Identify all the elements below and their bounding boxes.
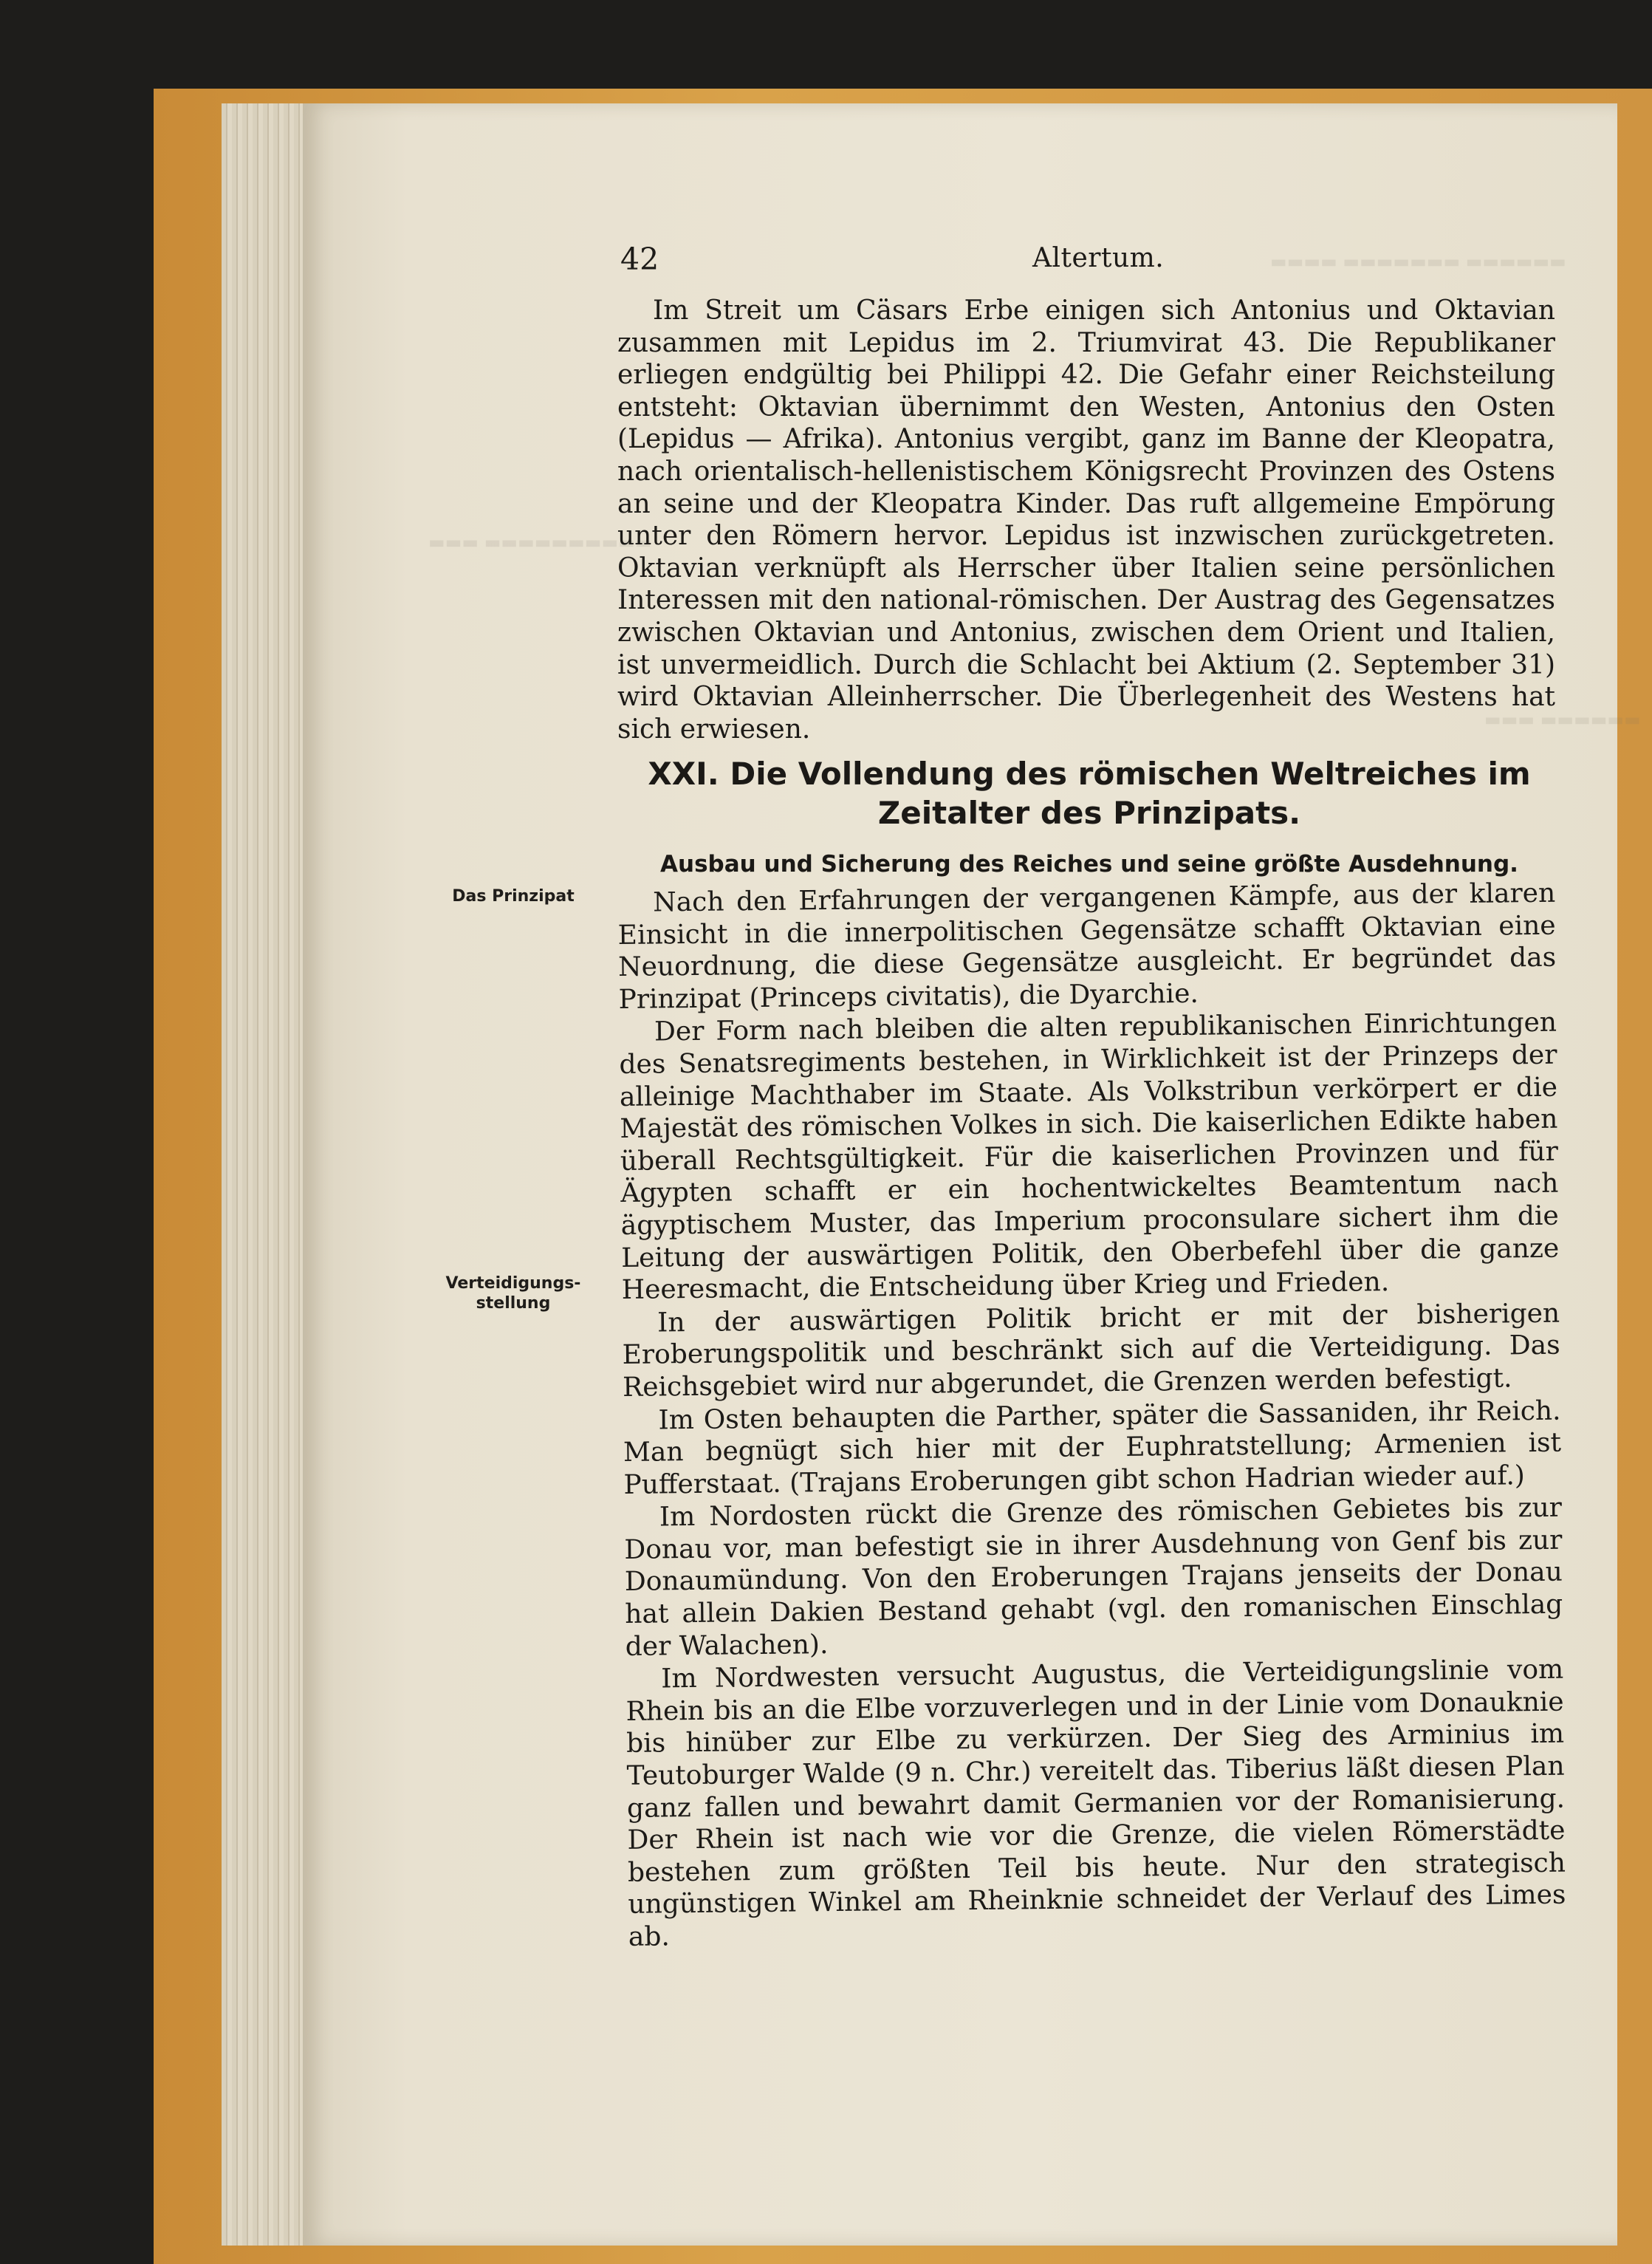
margin-note-verteidigung: Verteidigungs-stellung bbox=[445, 1274, 581, 1313]
body-paragraph: In der auswärtigen Politik bricht er mit der bisherigen Eroberungspolitik und beschränkt sich auf die Verteidigung. Das Reichsgebiet wird nur abgerundet, die Grenzen werden befestigt. bbox=[622, 1298, 1560, 1403]
running-head: Altertum. bbox=[1032, 243, 1165, 273]
body-paragraph: Nach den Erfahrungen der vergangenen Kämpfe, aus der klaren Einsicht in die innerpolitischen Gegensätze schafft Oktavian eine Neuordnung, die diese Gegensätze ausgleicht. Er begründet das Prinzipat (Princeps civitatis), die Dyarchie. bbox=[617, 878, 1557, 1015]
section-title: XXI. Die Vollendung des römischen Weltreiches im Zeitalter des Prinzipats. bbox=[648, 756, 1531, 831]
body-paragraph: Der Form nach bleiben die alten republikanischen Einrichtungen des Senatsregiments bestehen, in Wirklichkeit ist der Prinzeps der alleinige Machthaber im Staate. Als Volkstribun verkörpert er die Majestät des römischen Volkes in sich. Die kaiserlichen Edikte haben überall Rechtsgültigkeit. Für die kaiserlichen Provinzen und für Ägypten schafft er ein hochentwickeltes Beamtentum nach ägyptischem Muster, das Imperium proconsulare sichert ihm die Leitung der auswärtigen Politik, den Oberbefehl über die ganze Heeresmacht, die Entscheidung über Krieg und Frieden. bbox=[619, 1008, 1560, 1306]
margin-note-prinzipat: Das Prinzipat bbox=[452, 887, 575, 906]
intro-paragraph: Im Streit um Cäsars Erbe einigen sich Antonius und Oktavian zusammen mit Lepidus im 2. Triumvirat 43. Die Republikaner erliegen endgültig bei Philippi 42. Die Gefahr einer Reichsteilung entsteht: Oktavian übernimmt den Westen, Antonius den Osten (Lepidus — Afrika). Antonius vergibt, ganz im Banne der Kleopatra, nach orientalisch-hellenistischem Königsrecht Provinzen des Ostens an seine und der Kleopatra Kinder. Das ruft allgemeine Empörung unter den Römern hervor. Lepidus ist inzwischen zurückgetreten. Oktavian verknüpft als Herrscher über Italien seine persönlichen Interessen mit den national-römischen. Der Austrag des Gegensatzes zwischen Oktavian und Antonius, zwischen dem Orient und Italien, ist unvermeidlich. Durch die Schlacht bei Aktium (2. September 31) wird Oktavian Alleinherrscher. Die Überlegenheit des Westens hat sich erwiesen. bbox=[617, 295, 1555, 745]
body-paragraph: Im Nordwesten versucht Augustus, die Verteidigungslinie vom Rhein bis an die Elbe vorzuverlegen und in der Linie vom Donauknie bis hinüber zur Elbe zu verkürzen. Der Sieg des Arminius im Teutoburger Walde (9 n. Chr.) vereitelt das. Tiberius läßt diesen Plan ganz fallen und bewahrt damit Germanien vor der Romanisierung. Der Rhein ist nach wie vor die Grenze, die vielen Römerstädte bestehen zum größten Teil bis heute. Nur den strategisch ungünstigen Winkel am Rheinknie schneidet der Verlauf des Limes ab. bbox=[626, 1654, 1566, 1952]
body-paragraph: Im Osten behaupten die Parther, später die Sassaniden, ihr Reich. Man begnügt sich hier mit der Euphratstellung; Armenien ist Pufferstaat. (Trajans Eroberungen gibt schon Hadrian wieder auf.) bbox=[623, 1395, 1562, 1500]
body-paragraph: Im Nordosten rückt die Grenze des römischen Gebietes bis zur Donau vor, man befestigt sie in ihrer Ausdehnung von Genf bis zur Donaumündung. Von den Eroberungen Trajans jenseits der Donau hat allein Dakien Bestand gehabt (vgl. den romanischen Einschlag der Walachen). bbox=[624, 1492, 1563, 1662]
section-subtitle: Ausbau und Sicherung des Reiches und seine größte Ausdehnung. bbox=[660, 851, 1518, 878]
page-edges bbox=[222, 103, 311, 2246]
show-through-text: ▬▬▬▬▬▬ ▬▬▬▬▬▬▬ ▬▬▬▬ bbox=[1270, 251, 1566, 272]
body-text bbox=[617, 878, 1566, 1954]
page-number: 42 bbox=[620, 242, 659, 277]
show-through-text: ▬▬▬▬▬▬ ▬▬▬ bbox=[1484, 709, 1641, 730]
show-through-text: ▬▬▬▬▬▬▬▬▬▬ ▬▬▬ bbox=[428, 532, 652, 553]
intro-paragraph-block bbox=[617, 295, 1555, 745]
page-header bbox=[620, 242, 1551, 277]
